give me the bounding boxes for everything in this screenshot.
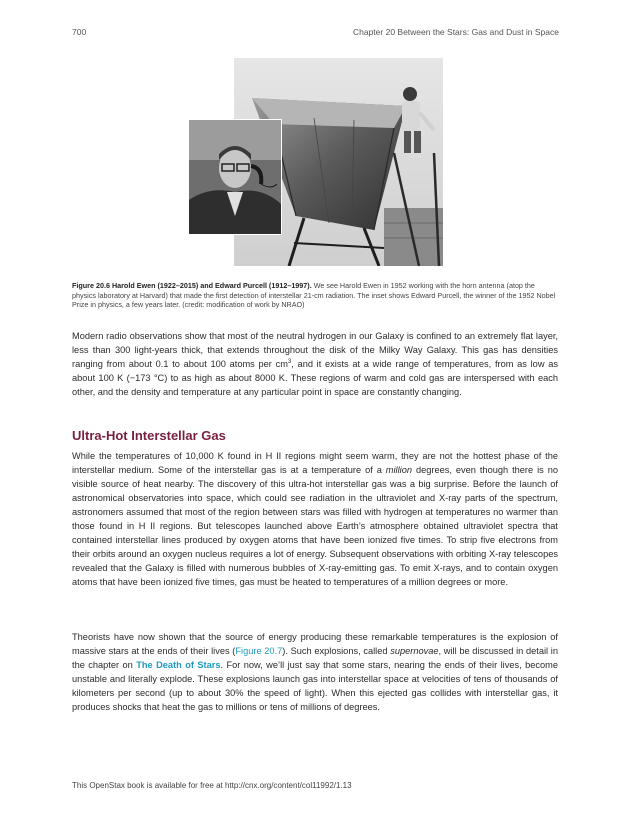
figure-caption-text: We see Harold Ewen in 1952 working with the horn antenna (atop the physics laboratory at Harvard) that made the first detection of interstellar 21-cm radiation. The inset shows Edward Purcell, the winner of the 1952 Nobel Prize in physics, a few years later. (credit: modification of work by NRAO) [72,281,556,309]
superscript-3: 3 [287,358,292,365]
figure-caption [72,281,558,310]
running-header: Chapter 20 Between the Stars: Gas and Dust in Space [352,27,559,37]
section-heading: Ultra-Hot Interstellar Gas [72,428,226,443]
page-number: 700 [72,27,87,37]
para2-text-b: degrees, even though there is no visible source of heat nearby. The discovery of this ultra-hot interstellar gas was a big surprise. Before the launch of astronomical observatories into space, which could see radiation in the ultraviolet and X-ray parts of the spectrum, astronomers assumed that most of the region between stars was filled with hydrogen at temperatures no warmer than those found in H II regions. But telescopes launched above Earth’s atmosphere obtained ultraviolet spectra that contained interstellar lines produced by oxygen atoms that have been ionized five times. To strip five electrons from their orbits around an oxygen nucleus requires a lot of energy. Subsequent observations with orbiting X-ray telescopes revealed that the Galaxy is filled with numerous bubbles of X-ray-emitting gas. To emit X-rays, and to contain oxygen atoms that have been ionized five times, gas must be heated to temperatures of a million degrees or more. [72,465,558,587]
purcell-inset-photo [188,119,282,235]
para2-text-a: While the temperatures of 10,000 K found in H II regions might seem warm, they are not the hottest phase of the interstellar medium. Some of the interstellar gas is at a temperature of a [72,451,558,475]
para3-text-b: ). Such explosions, called [282,646,391,656]
figure-label: Figure 20.6 Harold Ewen (1922–2015) and Edward Purcell (1912–1997). [72,281,312,290]
page-footer: This OpenStax book is available for free at http://cnx.org/content/col11992/1.13 [72,781,352,790]
para3-text-d: . For now, we’ll just say that some stars, nearing the ends of their lives, become unstable and literally explode. These explosions launch gas into interstellar space at velocities of tens of thousands of kilometers per second (up to about 30% the speed of light). When this ejected gas collides with interstellar gas, it produces shocks that heat the gas to millions or tens of millions of degrees. [72,660,558,712]
emphasis-supernovae: supernovae [390,646,439,656]
emphasis-million: million [385,465,413,475]
figure-20-7-link[interactable]: Figure 20.7 [235,646,283,656]
figure-20-6 [188,58,454,266]
para3-text-a: Theorists have now shown that the source of energy producing these remarkable temperatures is the explosion of massive stars at the ends of their lives ( [72,632,558,656]
paragraph-neutral-hydrogen [72,329,558,399]
para1-text-b: , and it exists at a wide range of temperatures, from as low as about 100 K (−173 °C) to as high as about 8000 K. These regions of warm and cold gas are interspersed with each other, and the density and temperature at any particular point in space are constantly changing. [72,359,558,397]
paragraph-supernovae [72,630,558,714]
paragraph-ultra-hot-gas [72,449,558,589]
para3-text-c: , will be discussed in detail in the chapter on [72,646,558,670]
para1-text-a: Modern radio observations show that most of the neutral hydrogen in our Galaxy is confined to an extremely flat layer, less than 300 light-years thick, that extends throughout the disk of the Milky Way Galaxy. This gas has densities ranging from about 0.1 to about 100 atoms per cm [72,331,558,369]
death-of-stars-link[interactable]: The Death of Stars [136,660,221,670]
